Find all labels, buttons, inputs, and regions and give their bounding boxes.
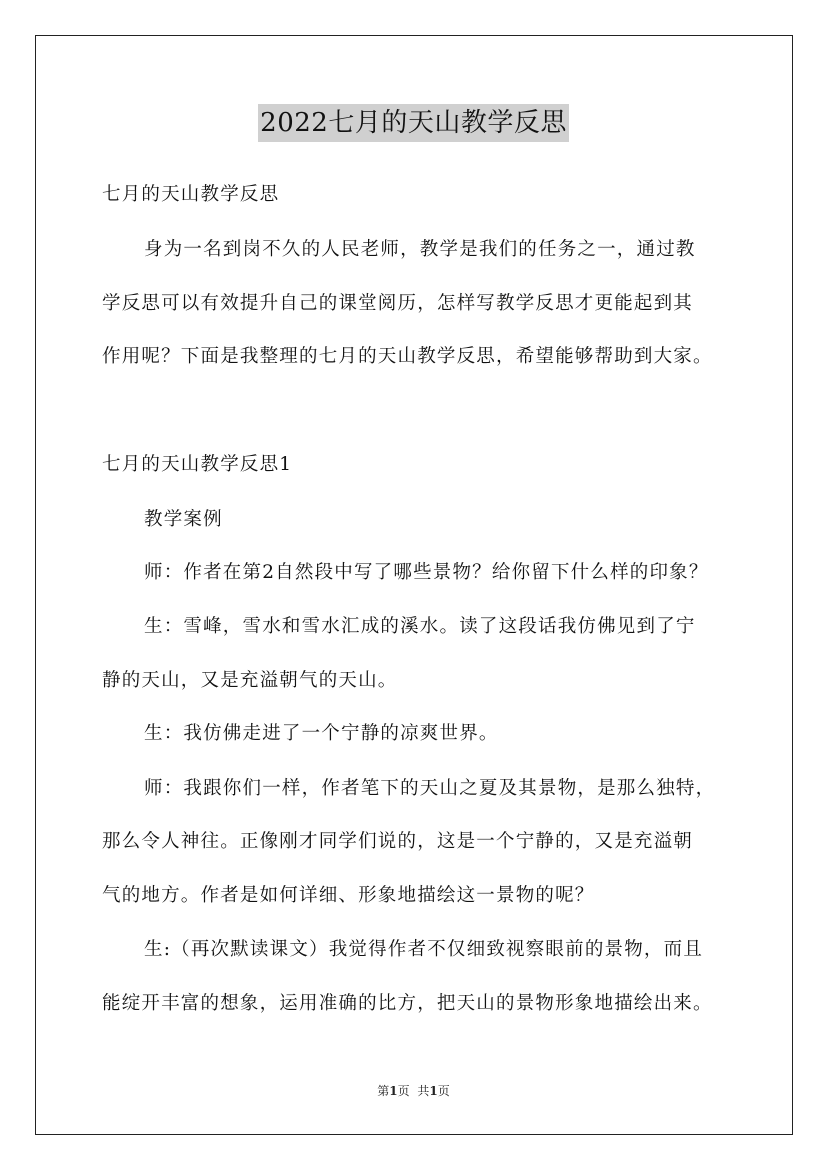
body-line-8: 生:（再次默读课文）我觉得作者不仅细致视察眼前的景物，而且 (144, 939, 704, 960)
document-title: 2022七月的天山教学反思 (258, 104, 569, 142)
body-line-3: 静的天山，又是充溢朝气的天山。 (102, 670, 398, 691)
title-container (0, 104, 827, 142)
footer-total-prefix: 共 (417, 1084, 430, 1098)
body-line-5: 师：我跟你们一样，作者笔下的天山之夏及其景物，是那么独特， (144, 778, 716, 799)
intro-line-2: 学反思可以有效提升自己的课堂阅历，怎样写教学反思才更能起到其 (102, 293, 694, 314)
body-line-9: 能绽开丰富的想象，运用准确的比方，把天山的景物形象地描绘出来。 (102, 993, 713, 1014)
intro-line-1: 身为一名到岗不久的人民老师，教学是我们的任务之一，通过教 (144, 239, 696, 260)
intro-line-3: 作用呢？下面是我整理的七月的天山教学反思，希望能够帮助到大家。 (102, 346, 713, 367)
body-line-1: 师：作者在第2自然段中写了哪些景物？给你留下什么样的印象？ (144, 562, 709, 583)
body-line-2: 生：雪峰，雪水和雪水汇成的溪水。读了这段话我仿佛见到了宁 (144, 616, 696, 637)
section-heading: 七月的天山教学反思1 (102, 454, 293, 475)
footer-page-prefix: 第 (377, 1084, 390, 1098)
page-footer (0, 1083, 827, 1099)
case-label: 教学案例 (144, 509, 223, 530)
body-line-7: 气的地方。作者是如何详细、形象地描绘这一景物的呢？ (102, 885, 595, 906)
footer-total-suffix: 页 (437, 1084, 450, 1098)
body-line-6: 那么令人神往。正像刚才同学们说的，这是一个宁静的，又是充溢朝 (102, 831, 694, 852)
body-line-4: 生：我仿佛走进了一个宁静的凉爽世界。 (144, 723, 499, 744)
document-subtitle: 七月的天山教学反思 (102, 184, 280, 205)
footer-page-number: 1 (389, 1084, 398, 1098)
footer-total-number: 1 (429, 1084, 438, 1098)
footer-page-suffix: 页 (397, 1084, 410, 1098)
